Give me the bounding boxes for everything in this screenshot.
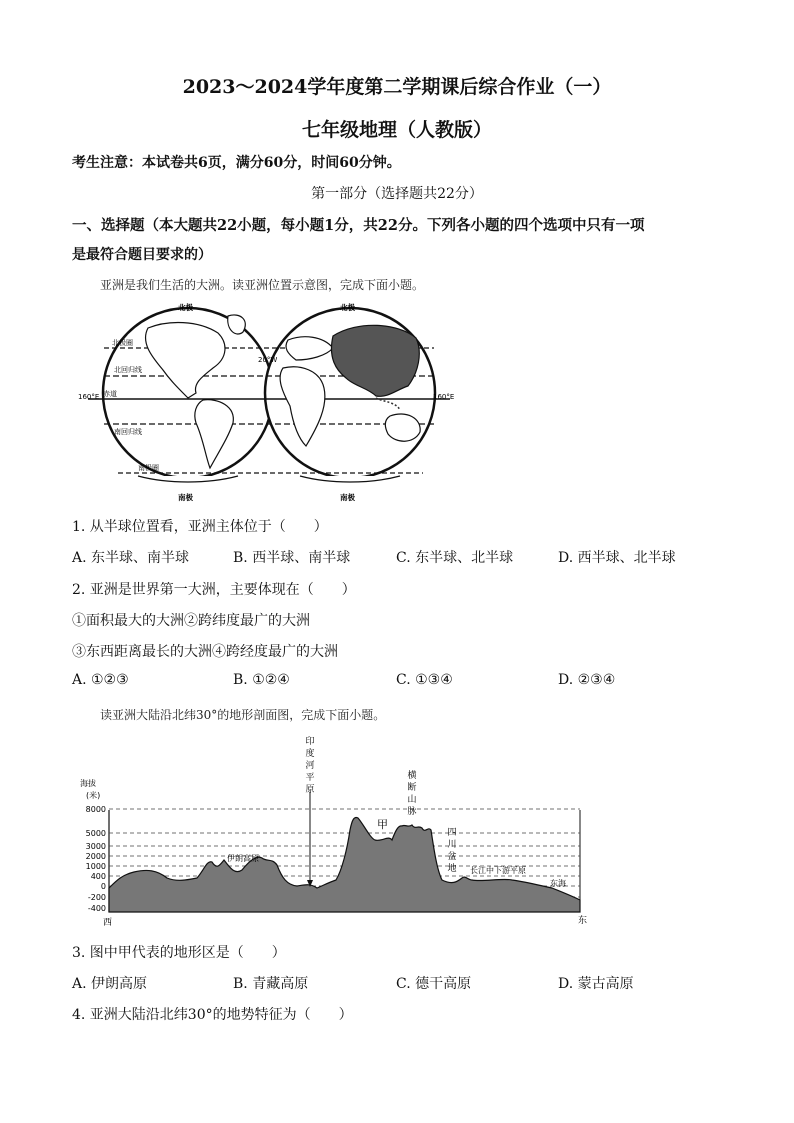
svg-text:脉: 脉 [407,807,417,817]
q2-statements-2: ③东西距离最长的大洲④跨经度最广的大洲 [72,644,338,660]
asia-location-map [78,298,458,508]
q2-stem: 2. 亚洲是世界第一大洲，主要体现在（ ） [72,582,356,598]
label-sichuan-basin [447,827,456,874]
label-indus-plain [305,735,314,795]
terrain-profile-chart [72,730,602,930]
svg-text:度: 度 [305,749,315,759]
q1-stem: 1. 从半球位置看，亚洲主体位于（ ） [72,519,328,535]
svg-text:横: 横 [407,771,417,781]
q2-option-c[interactable]: C. ①③④ [396,672,453,688]
terrain-silhouette [109,818,580,913]
label-yangtze-plain: 长江中下游平原 [470,866,526,875]
section-heading-line2: 是最符合题目要求的） [72,247,212,263]
q3-stem: 3. 图中甲代表的地形区是（ ） [72,945,286,961]
svg-text:平: 平 [305,773,315,783]
q3-option-c[interactable]: C. 德干高原 [396,976,472,992]
exam-subtitle: 七年级地理（人教版） [301,119,492,141]
q1-option-a[interactable]: A. 东半球、南半球 [72,550,190,566]
svg-text:-200: -200 [87,893,106,902]
label-hengduan-mountains [407,769,416,817]
svg-text:0: 0 [100,882,106,891]
label-tropic-of-capricorn: 南回归线 [114,428,142,436]
profile-ylabel: 海拔 [80,779,96,788]
label-east: 东 [578,916,588,926]
svg-text:断: 断 [407,783,417,793]
svg-text:400: 400 [90,872,106,881]
q2-option-b[interactable]: B. ①②④ [233,672,290,688]
q4-stem: 4. 亚洲大陆沿北纬30°的地势特征为（ ） [72,1007,353,1023]
svg-text:盆: 盆 [447,852,457,862]
label-tropic-of-cancer: 北回归线 [114,366,142,374]
q1-option-b[interactable]: B. 西半球、南半球 [233,550,351,566]
label-160e-left: 160°E [78,393,100,401]
svg-text:1000: 1000 [85,862,106,871]
q3-option-b[interactable]: B. 青藏高原 [233,976,309,992]
q3-option-d[interactable]: D. 蒙古高原 [558,976,634,992]
part-heading: 第一部分（选择题共22分） [311,186,483,202]
indus-plain-marker [307,792,313,887]
svg-text:2000: 2000 [85,852,106,861]
svg-text:-400: -400 [87,904,106,913]
q1-option-d[interactable]: D. 西半球、北半球 [558,550,676,566]
label-160e-right: 160°E [433,393,455,401]
profile-intro: 读亚洲大陆沿北纬30°的地形剖面图，完成下面小题。 [100,708,386,722]
q2-statements-1: ①面积最大的大洲②跨纬度最广的大洲 [72,613,310,629]
label-north-pole-west: 北极 [178,303,193,312]
q2-option-a[interactable]: A. ①②③ [72,672,129,688]
svg-text:四: 四 [447,828,457,838]
svg-text:8000: 8000 [85,805,106,814]
label-iran-plateau: 伊朗高原 [227,854,259,863]
label-20w: 20°W [258,356,278,364]
svg-text:5000: 5000 [85,829,106,838]
svg-text:3000: 3000 [85,842,106,851]
profile-yunit: (米) [86,791,101,800]
section-heading-line1: 一、选择题（本大题共22小题，每小题1分，共22分。下列各小题的四个选项中只有一项 [72,217,645,234]
label-east-china-sea: 东海 [550,879,566,888]
svg-text:地: 地 [447,864,457,874]
label-west: 西 [103,918,113,928]
exam-notice: 考生注意：本试卷共6页，满分60分，时间60分钟。 [72,155,401,171]
label-jia: 甲 [377,818,388,831]
svg-text:河: 河 [305,761,315,771]
q2-option-d[interactable]: D. ②③④ [558,672,616,688]
label-south-pole-east: 南极 [340,493,355,502]
svg-text:印: 印 [305,737,315,747]
label-arctic-circle: 北极圈 [112,339,133,347]
svg-text:山: 山 [407,795,417,805]
q1-option-c[interactable]: C. 东半球、北半球 [396,550,514,566]
label-antarctic-circle: 南极圈 [138,464,159,472]
label-equator: 赤道 [103,390,117,398]
exam-title: 2023～2024学年度第二学期课后综合作业（一） [182,76,612,98]
svg-text:原: 原 [305,785,315,795]
label-south-pole-west: 南极 [178,493,193,502]
q3-option-a[interactable]: A. 伊朗高原 [72,976,148,992]
map-intro: 亚洲是我们生活的大洲。读亚洲位置示意图，完成下面小题。 [100,278,425,292]
svg-text:川: 川 [447,840,457,850]
profile-y-ticks [86,805,106,913]
label-north-pole-east: 北极 [340,303,355,312]
